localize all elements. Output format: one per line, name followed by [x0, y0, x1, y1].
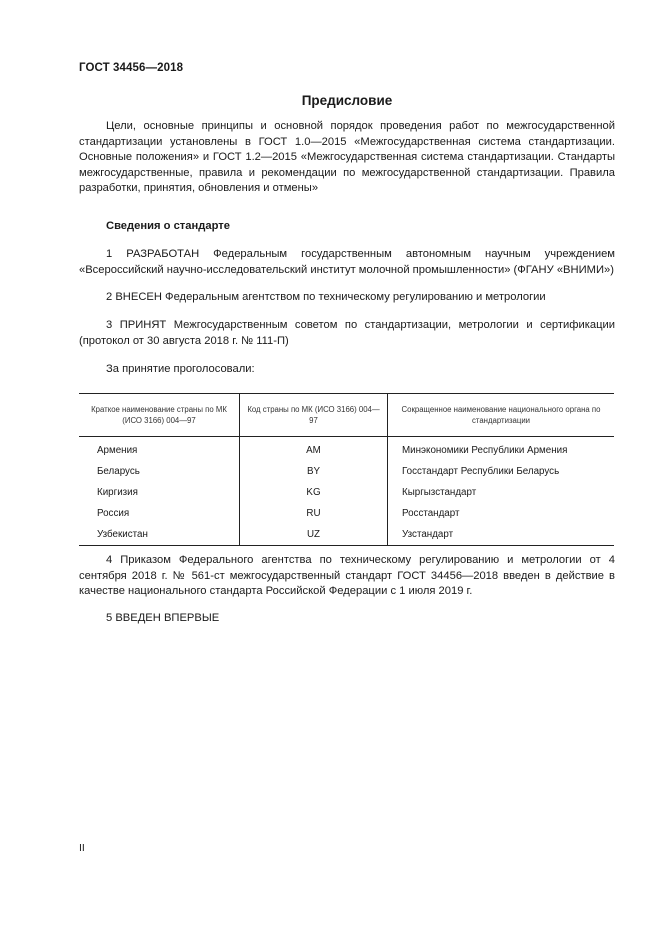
- header-country-name: Краткое наименование страны по МК (ИСО 3166) 004—97: [79, 394, 240, 437]
- table-header-row: [79, 394, 614, 437]
- country-name-cell: Узбекистан: [79, 524, 240, 546]
- standard-code-header: ГОСТ 34456—2018: [79, 62, 184, 74]
- header-country-code: Код страны по МК (ИСО 3166) 004—97: [240, 394, 388, 437]
- standards-body-cell: Минэкономики Республики Армения: [402, 445, 568, 456]
- header-standards-body: Сокращенное наименование национального органа по стандартизации: [388, 394, 615, 437]
- item-first-introduced: 5 ВВЕДЕН ВПЕРВЫЕ: [106, 612, 220, 624]
- info-heading: Сведения о стандарте: [106, 220, 230, 232]
- voted-label: За принятие проголосовали:: [106, 363, 255, 375]
- table-row: [79, 524, 614, 546]
- item-adopted: 3 ПРИНЯТ Межгосударственным советом по стандартизации, метрологии и сертификации (протокол от 30 августа 2018 г. № 111-П): [79, 319, 615, 347]
- voting-countries-table: [79, 393, 614, 546]
- standards-body-cell: Кыргызстандарт: [402, 487, 477, 498]
- item-developed: 1 РАЗРАБОТАН Федеральным государственным автономным научным учреждением «Всероссийский научно-исследовательский институт молочной промышленности» (ФГАНУ «ВНИМИ»): [79, 248, 615, 276]
- table-row: [79, 437, 614, 462]
- country-code-cell: AM: [240, 437, 388, 462]
- page-number: II: [79, 842, 85, 854]
- standards-body-cell: Росстандарт: [402, 508, 460, 519]
- intro-paragraph: Цели, основные принципы и основной порядок проведения работ по межгосударственной стандартизации установлены в ГОСТ 1.0—2015 «Межгосударственная система стандартизации. Основные положения» и ГОСТ 1.2—2015 «Межгосударственная система стандартизации. Стандарты межгосударственные, правила и рекомендации по межгосударственной стандартизации. Правила разработки, принятия, обновления и отмены»: [79, 120, 615, 195]
- country-code-cell: RU: [240, 503, 388, 524]
- item-enacted: 4 Приказом Федерального агентства по техническому регулированию и метрологии от 4 сентября 2018 г. № 561-ст межгосударственный стандарт ГОСТ 34456—2018 введен в действие в качестве национального стандарта Российской Федерации с 1 июля 2019 г.: [79, 554, 615, 598]
- country-name-cell: Россия: [97, 508, 130, 519]
- standards-body-cell: Госстандарт Республики Беларусь: [402, 466, 560, 477]
- country-code-cell: KG: [240, 482, 388, 503]
- table-row: [79, 482, 614, 503]
- standards-body-cell: Узстандарт: [388, 524, 615, 546]
- country-code-cell: BY: [240, 461, 388, 482]
- country-code-cell: UZ: [240, 524, 388, 546]
- country-name-cell: Беларусь: [97, 466, 140, 477]
- country-name-cell: Армения: [97, 445, 138, 456]
- page-title: Предисловие: [301, 93, 393, 108]
- country-name-cell: Киргизия: [97, 487, 138, 498]
- table-row: [79, 461, 614, 482]
- item-introduced: 2 ВНЕСЕН Федеральным агентством по техническому регулированию и метрологии: [106, 291, 546, 303]
- table-row: [79, 503, 614, 524]
